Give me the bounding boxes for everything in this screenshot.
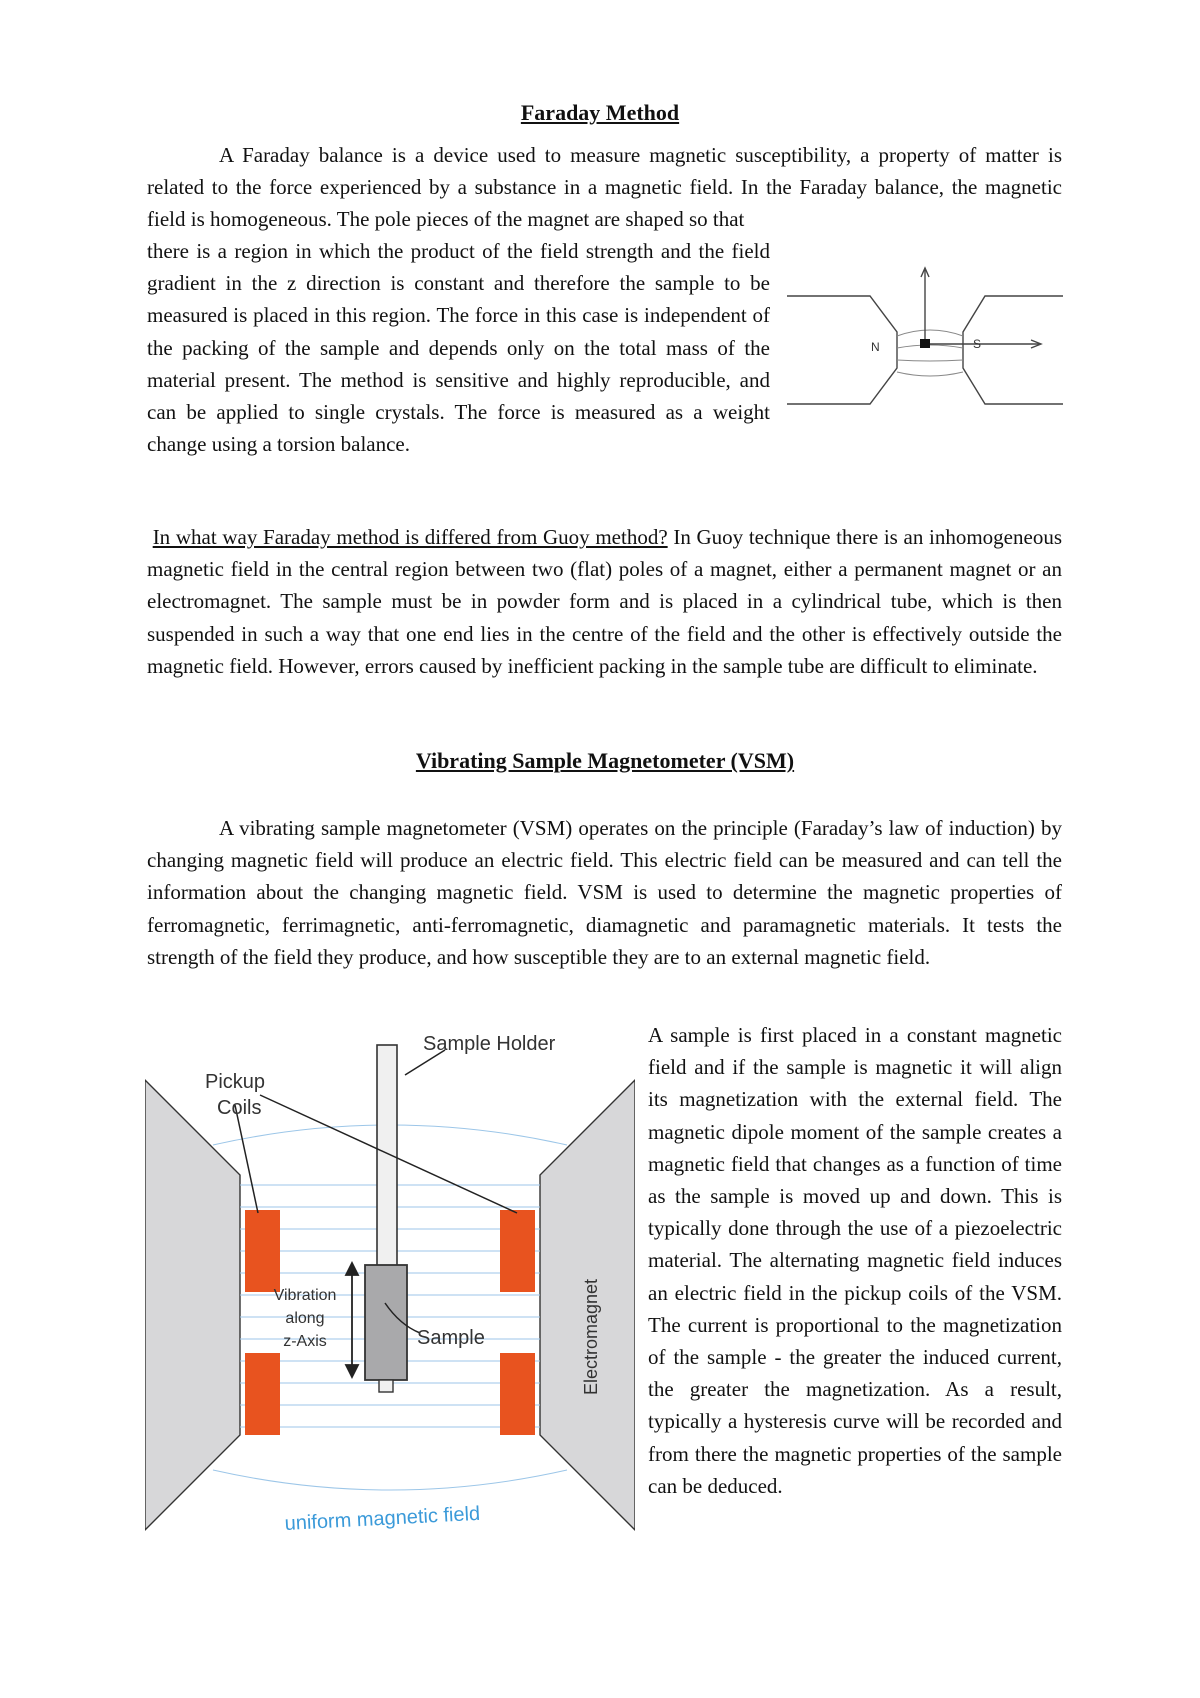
- vibration-label-line1: Vibration: [273, 1287, 337, 1304]
- vibration-arrow: [346, 1263, 358, 1377]
- pickup-coil-bottom-left: [245, 1353, 280, 1435]
- comparison-question: In what way Faraday method is differed from Guoy method?: [152, 525, 668, 549]
- vsm-heading: Vibrating Sample Magnetometer (VSM): [415, 748, 795, 773]
- electromagnet-label: Electromagnet: [581, 1278, 601, 1395]
- pickup-coil-bottom-right: [500, 1353, 535, 1435]
- faraday-pole-diagram: [785, 262, 1065, 412]
- south-label: S: [973, 337, 982, 351]
- uniform-field-label: uniform magnetic field: [284, 1502, 481, 1535]
- pickup-coil-top-left: [245, 1210, 280, 1292]
- left-pole-piece: [145, 1080, 240, 1530]
- sample-holder-tip: [379, 1380, 393, 1392]
- sample-marker: [920, 339, 930, 348]
- vsm-diagram: [145, 1035, 635, 1580]
- north-pole-outline: [787, 296, 897, 404]
- sample: [365, 1265, 407, 1380]
- vibration-label-line3: z-Axis: [283, 1333, 327, 1350]
- vsm-body-paragraph: A sample is first placed in a constant magnetic field and if the sample is magnetic it will align its magnetization with the external field. The magnetic dipole moment of the sample creates a magnetic field that changes as a function of time as the sample is moved up and down. This is typically done through the use of a piezoelectric material. The alternating magnetic field induces an electric field in the pickup coils of the VSM. The current is proportional to the magnetization of the sample - the greater the induced current, the greater the magnetization. As a result, typically a hysteresis curve will be recorded and from there the magnetic properties of the sample can be deduced.: [648, 1023, 1062, 1498]
- sample-label: Sample: [417, 1327, 485, 1349]
- comparison-text: In Guoy technique there is an inhomogeneous magnetic field in the central region between two (flat) poles of a magnet, either a permanent magnet or an electromagnet. The sample must be in powder form and is placed in a cylindrical tube, which is then suspended in such a way that one end lies in the centre of the field and the other is effectively outside the magnetic field. However, errors caused by inefficient packing in the sample tube are difficult to eliminate.: [147, 525, 1062, 678]
- sample-holder-rod: [377, 1045, 397, 1285]
- faraday-body-paragraph: there is a region in which the product of the field strength and the field gradient in the z direction is constant and therefore the sample to be measured is placed in this region. The force in this case is independent of the packing of the sample and depends only on the total mass of the material present. The method is sensitive and highly reproducible, and can be applied to single crystals. The force is measured as a weight change using a torsion balance.: [147, 239, 770, 457]
- pickup-coil-top-right: [500, 1210, 535, 1292]
- comparison-paragraph: [147, 521, 1062, 682]
- vibration-label-line2: along: [285, 1310, 325, 1327]
- faraday-heading: Faraday Method: [520, 100, 680, 125]
- faraday-intro-paragraph: A Faraday balance is a device used to measure magnetic susceptibility, a property of matter is related to the force experienced by a substance in a magnetic field. In the Faraday balance, the magnetic field is homogeneous. The pole pieces of the magnet are shaped so that: [147, 143, 1062, 232]
- pickup-label-line2: Coils: [217, 1097, 262, 1119]
- sample-holder-label: Sample Holder: [423, 1035, 556, 1055]
- pickup-label-line1: Pickup: [205, 1071, 266, 1093]
- north-label: N: [871, 340, 880, 354]
- vsm-intro-paragraph: A vibrating sample magnetometer (VSM) operates on the principle (Faraday’s law of induction) by changing magnetic field will produce an electric field. This electric field can be measured and can tell the information about the changing magnetic field. VSM is used to determine the magnetic properties of ferromagnetic, ferrimagnetic, anti-ferromagnetic, diamagnetic and paramagnetic materials. It tests the strength of the field they produce, and how susceptible they are to an external magnetic field.: [147, 816, 1062, 969]
